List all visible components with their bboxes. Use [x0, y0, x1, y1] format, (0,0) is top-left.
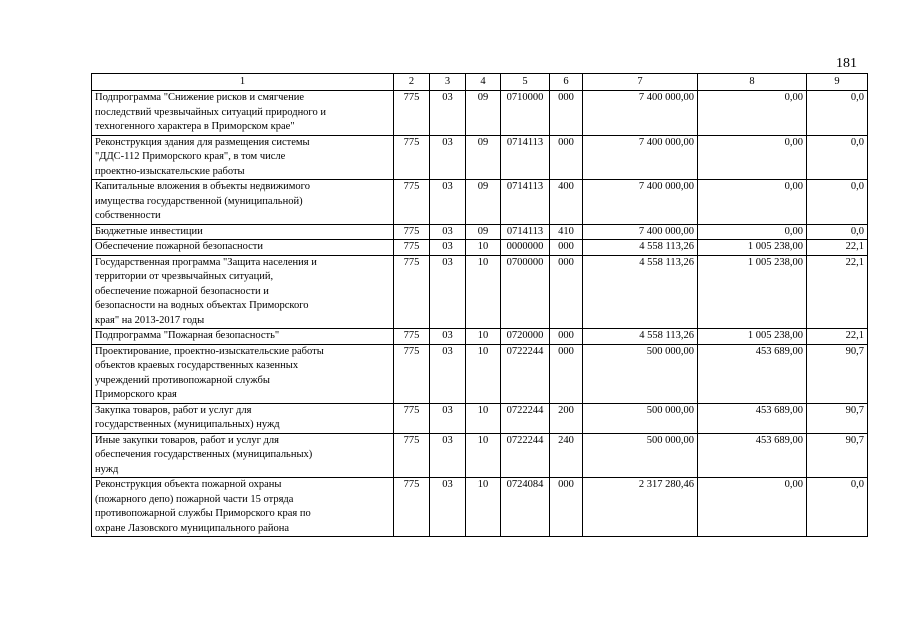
- execution-percent-cell: 90,7: [807, 344, 868, 403]
- row-name-line: Бюджетные инвестиции: [95, 225, 203, 237]
- table-row: [92, 403, 868, 433]
- table-row: [92, 329, 868, 345]
- row-name-line: края" на 2013-2017 годы: [95, 314, 205, 326]
- code-subsection-cell: 10: [466, 344, 501, 403]
- code-expense-type-cell: 000: [550, 344, 583, 403]
- row-name-line: Подпрограмма "Пожарная безопасность": [95, 330, 280, 341]
- code-admin-cell: 775: [394, 329, 430, 345]
- row-name-line: последствий чрезвычайных ситуаций природного и: [95, 106, 326, 118]
- row-name-line: охране Лазовского муниципального района: [95, 522, 290, 534]
- page-number: 181: [836, 56, 857, 71]
- row-name-line: противопожарной службы Приморского края по: [95, 508, 311, 519]
- table-row: [92, 224, 868, 240]
- row-name-line: государственных (муниципальных) нужд: [95, 419, 280, 430]
- table-row: [92, 478, 868, 537]
- row-name-line: Приморского края: [95, 389, 177, 400]
- code-target-cell: 0720000: [501, 329, 550, 345]
- row-name-line: нужд: [95, 463, 119, 475]
- code-target-cell: 0722244: [501, 344, 550, 403]
- row-name-line: Проектирование, проектно-изыскательские работы: [95, 345, 324, 357]
- column-header: 7: [583, 74, 698, 91]
- row-name-cell: [92, 224, 394, 240]
- row-name-line: Подпрограмма "Снижение рисков и смягчение: [95, 92, 304, 103]
- row-name-line: безопасности на водных объектах Приморского: [95, 300, 309, 311]
- table-row: [92, 240, 868, 256]
- column-header: 3: [430, 74, 466, 91]
- code-admin-cell: 775: [394, 135, 430, 180]
- row-name-line: (пожарного депо) пожарной части 15 отряда: [95, 493, 294, 505]
- code-admin-cell: 775: [394, 403, 430, 433]
- code-target-cell: 0714113: [501, 180, 550, 225]
- code-subsection-cell: 10: [466, 255, 501, 329]
- column-header: 8: [698, 74, 807, 91]
- planned-amount-cell: 7 400 000,00: [583, 91, 698, 136]
- row-name-line: Обеспечение пожарной безопасности: [95, 241, 264, 252]
- row-name-line: учреждений противопожарной службы: [95, 374, 270, 386]
- code-expense-type-cell: 410: [550, 224, 583, 240]
- row-name-line: проектно-изыскательские работы: [95, 165, 245, 177]
- planned-amount-cell: 4 558 113,26: [583, 255, 698, 329]
- code-target-cell: 0000000: [501, 240, 550, 256]
- executed-amount-cell: 0,00: [698, 180, 807, 225]
- code-expense-type-cell: 000: [550, 91, 583, 136]
- row-name-line: обеспечения государственных (муниципальных): [95, 449, 313, 460]
- execution-percent-cell: 0,0: [807, 478, 868, 537]
- code-admin-cell: 775: [394, 240, 430, 256]
- table-row: [92, 180, 868, 225]
- row-name-line: Капитальные вложения в объекты недвижимого: [95, 181, 310, 192]
- row-name-line: Реконструкция здания для размещения системы: [95, 136, 310, 148]
- code-section-cell: 03: [430, 135, 466, 180]
- code-admin-cell: 775: [394, 91, 430, 136]
- code-target-cell: 0700000: [501, 255, 550, 329]
- row-name-cell: [92, 135, 394, 180]
- code-subsection-cell: 10: [466, 433, 501, 478]
- budget-table: [91, 73, 868, 537]
- row-name-cell: [92, 91, 394, 136]
- header-row: [92, 74, 868, 91]
- table-row: [92, 344, 868, 403]
- column-header: 4: [466, 74, 501, 91]
- code-admin-cell: 775: [394, 478, 430, 537]
- column-header: 2: [394, 74, 430, 91]
- planned-amount-cell: 500 000,00: [583, 403, 698, 433]
- code-expense-type-cell: 000: [550, 135, 583, 180]
- planned-amount-cell: 500 000,00: [583, 344, 698, 403]
- row-name-line: обеспечение пожарной безопасности и: [95, 285, 269, 297]
- code-admin-cell: 775: [394, 180, 430, 225]
- row-name-line: территории от чрезвычайных ситуаций,: [95, 271, 274, 282]
- code-admin-cell: 775: [394, 344, 430, 403]
- code-section-cell: 03: [430, 403, 466, 433]
- table-row: [92, 255, 868, 329]
- code-section-cell: 03: [430, 91, 466, 136]
- code-subsection-cell: 09: [466, 135, 501, 180]
- row-name-cell: [92, 433, 394, 478]
- column-header: 1: [92, 74, 394, 91]
- code-admin-cell: 775: [394, 433, 430, 478]
- code-target-cell: 0714113: [501, 135, 550, 180]
- planned-amount-cell: 500 000,00: [583, 433, 698, 478]
- code-subsection-cell: 09: [466, 224, 501, 240]
- row-name-line: "ДДС-112 Приморского края", в том числе: [95, 151, 286, 162]
- code-subsection-cell: 09: [466, 180, 501, 225]
- code-subsection-cell: 10: [466, 478, 501, 537]
- executed-amount-cell: 453 689,00: [698, 403, 807, 433]
- code-section-cell: 03: [430, 478, 466, 537]
- executed-amount-cell: 1 005 238,00: [698, 255, 807, 329]
- planned-amount-cell: 7 400 000,00: [583, 180, 698, 225]
- column-header: 9: [807, 74, 868, 91]
- row-name-cell: [92, 478, 394, 537]
- code-subsection-cell: 10: [466, 329, 501, 345]
- execution-percent-cell: 0,0: [807, 91, 868, 136]
- planned-amount-cell: 4 558 113,26: [583, 240, 698, 256]
- executed-amount-cell: 0,00: [698, 478, 807, 537]
- code-target-cell: 0722244: [501, 403, 550, 433]
- code-section-cell: 03: [430, 329, 466, 345]
- execution-percent-cell: 90,7: [807, 433, 868, 478]
- code-subsection-cell: 10: [466, 240, 501, 256]
- execution-percent-cell: 0,0: [807, 180, 868, 225]
- row-name-cell: [92, 344, 394, 403]
- code-expense-type-cell: 000: [550, 329, 583, 345]
- code-section-cell: 03: [430, 224, 466, 240]
- table-row: [92, 91, 868, 136]
- table-row: [92, 135, 868, 180]
- execution-percent-cell: 0,0: [807, 224, 868, 240]
- code-target-cell: 0722244: [501, 433, 550, 478]
- planned-amount-cell: 2 317 280,46: [583, 478, 698, 537]
- code-target-cell: 0710000: [501, 91, 550, 136]
- code-section-cell: 03: [430, 240, 466, 256]
- code-subsection-cell: 10: [466, 403, 501, 433]
- execution-percent-cell: 22,1: [807, 240, 868, 256]
- code-section-cell: 03: [430, 344, 466, 403]
- row-name-line: Иные закупки товаров, работ и услуг для: [95, 434, 279, 446]
- planned-amount-cell: 4 558 113,26: [583, 329, 698, 345]
- row-name-line: объектов краевых государственных казенных: [95, 360, 299, 371]
- executed-amount-cell: 0,00: [698, 91, 807, 136]
- code-expense-type-cell: 000: [550, 478, 583, 537]
- executed-amount-cell: 1 005 238,00: [698, 240, 807, 256]
- row-name-line: техногенного характера в Приморском крае": [95, 121, 295, 132]
- execution-percent-cell: 22,1: [807, 255, 868, 329]
- execution-percent-cell: 90,7: [807, 403, 868, 433]
- code-subsection-cell: 09: [466, 91, 501, 136]
- code-target-cell: 0724084: [501, 478, 550, 537]
- executed-amount-cell: 1 005 238,00: [698, 329, 807, 345]
- row-name-line: имущества государственной (муниципальной): [95, 195, 303, 207]
- code-expense-type-cell: 000: [550, 240, 583, 256]
- row-name-cell: [92, 240, 394, 256]
- execution-percent-cell: 22,1: [807, 329, 868, 345]
- table-body: [92, 91, 868, 537]
- execution-percent-cell: 0,0: [807, 135, 868, 180]
- code-expense-type-cell: 000: [550, 255, 583, 329]
- row-name-cell: [92, 329, 394, 345]
- code-section-cell: 03: [430, 433, 466, 478]
- executed-amount-cell: 0,00: [698, 224, 807, 240]
- code-section-cell: 03: [430, 255, 466, 329]
- row-name-line: собственности: [95, 210, 161, 221]
- planned-amount-cell: 7 400 000,00: [583, 224, 698, 240]
- executed-amount-cell: 453 689,00: [698, 433, 807, 478]
- table-row: [92, 433, 868, 478]
- code-target-cell: 0714113: [501, 224, 550, 240]
- row-name-line: Реконструкция объекта пожарной охраны: [95, 479, 282, 490]
- code-expense-type-cell: 200: [550, 403, 583, 433]
- code-admin-cell: 775: [394, 255, 430, 329]
- row-name-cell: [92, 180, 394, 225]
- executed-amount-cell: 0,00: [698, 135, 807, 180]
- planned-amount-cell: 7 400 000,00: [583, 135, 698, 180]
- code-expense-type-cell: 400: [550, 180, 583, 225]
- row-name-cell: [92, 403, 394, 433]
- row-name-line: Государственная программа "Защита населения и: [95, 256, 317, 268]
- column-header: 6: [550, 74, 583, 91]
- code-admin-cell: 775: [394, 224, 430, 240]
- code-expense-type-cell: 240: [550, 433, 583, 478]
- column-header: 5: [501, 74, 550, 91]
- code-section-cell: 03: [430, 180, 466, 225]
- executed-amount-cell: 453 689,00: [698, 344, 807, 403]
- row-name-cell: [92, 255, 394, 329]
- row-name-line: Закупка товаров, работ и услуг для: [95, 404, 252, 416]
